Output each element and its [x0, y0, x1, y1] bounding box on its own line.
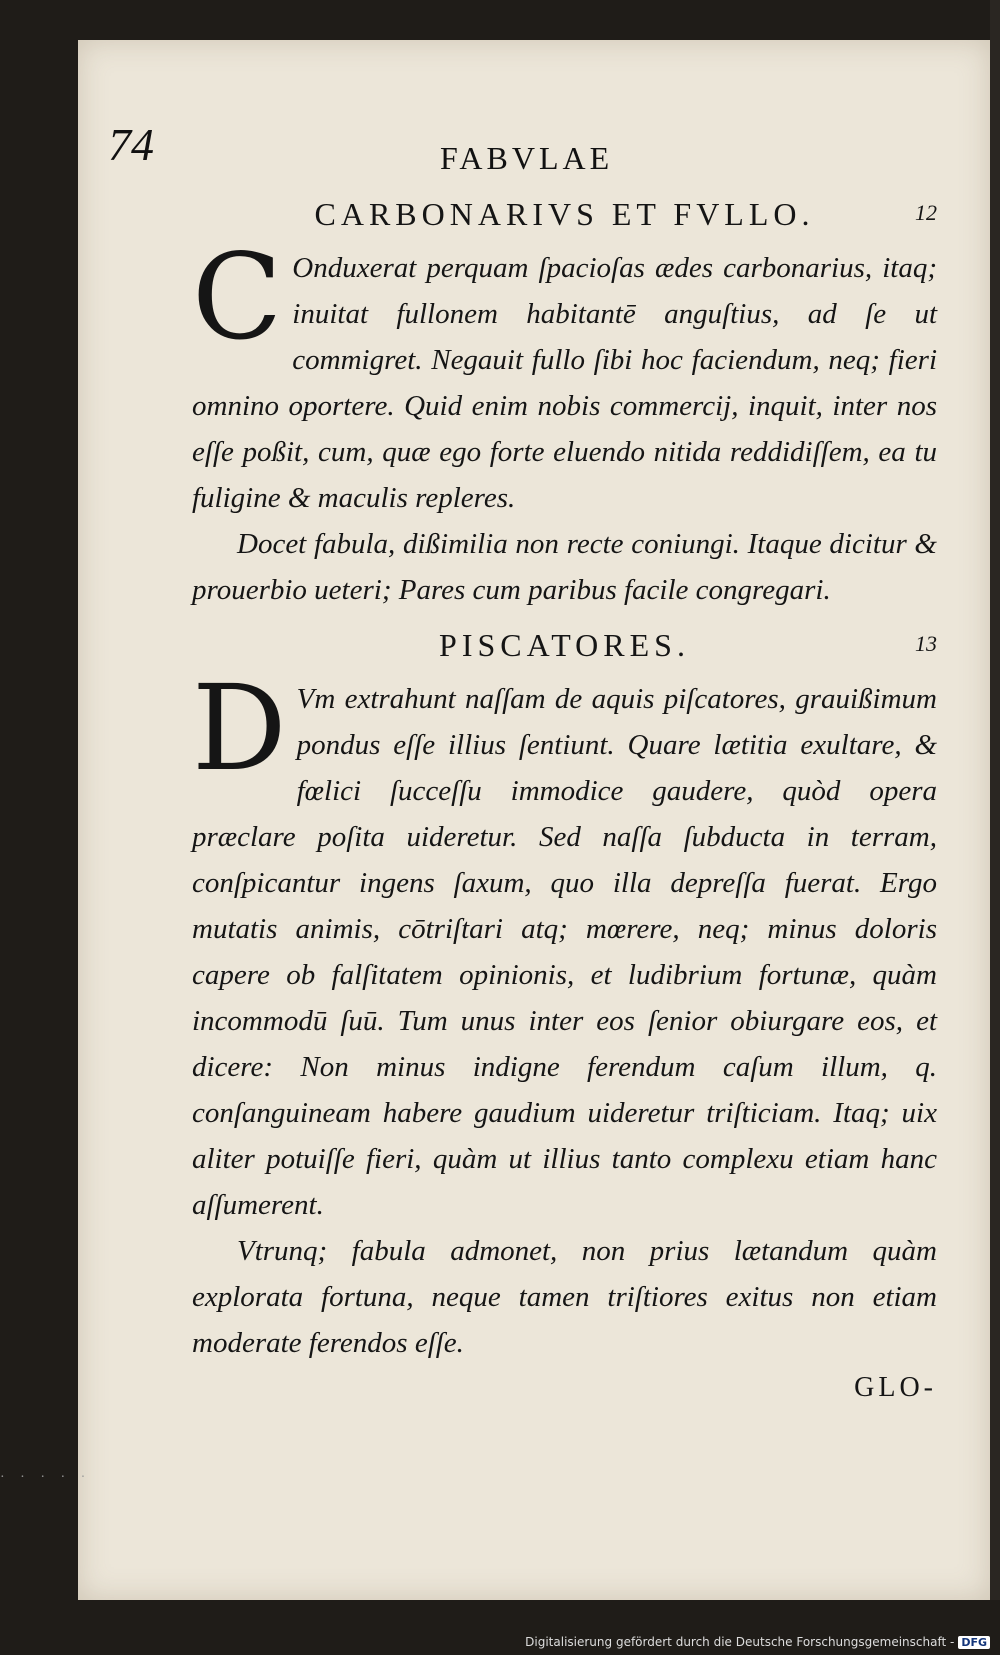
- page-number: 74: [108, 119, 154, 170]
- fable-number-12: 12: [915, 200, 937, 225]
- fable-moral-12: Docet fabula, dißimilia non recte coniungi. Itaque dicitur & prouerbio ueteri; Pares cum paribus facile congregari.: [192, 528, 937, 606]
- fable-title-13: [192, 627, 937, 664]
- running-head: FABVLAE: [440, 140, 614, 176]
- footer-credit: [525, 1635, 990, 1649]
- fable-number-13: 13: [915, 631, 937, 656]
- fable-body-13: [192, 659, 937, 1228]
- fable-title-13-text: PISCATORES.: [439, 627, 690, 663]
- text-block: [192, 196, 937, 1404]
- edge-marks: · · · · ·: [0, 1470, 92, 1485]
- fable-moral-13: Vtrunq; fabula admonet, non prius lætandum quàm explorata fortuna, neque tamen triſtiores exitus non etiam moderate ferendos eſſe.: [192, 1235, 937, 1359]
- fable-body-12-text: Onduxerat perquam ſpacioſas ædes carbonarius, itaq; inuitat fullonem habitantē anguſtius, ad ſe ut commigret. Negauit fullo ſibi hoc faciendum, neq; fieri omnino oportere. Quid enim nobis commercij, inquit, inter nos eſſe poßit, cum, quæ ego forte eluendo nitida reddidiſſem, ea tu fuligine & maculis repleres.: [192, 252, 937, 514]
- fable-title-12: [192, 196, 937, 233]
- fable-title-12-text: CARBONARIVS ET FVLLO.: [314, 196, 815, 232]
- book-binding: [990, 0, 1000, 1600]
- footer-text: Digitalisierung gefördert durch die Deutsche Forschungsgemeinschaft -: [525, 1635, 955, 1649]
- dropcap-d: D: [192, 659, 287, 797]
- dfg-logo: DFG: [958, 1636, 990, 1649]
- fable-body-12: [192, 228, 937, 521]
- fable-body-13-text: Vm extrahunt naſſam de aquis piſcatores, grauißimum pondus eſſe illius ſentiunt. Quare lætitia exultare, & fœlici ſucceſſu immodice gaudere, quòd opera præclare poſita uideretur. Sed naſſa ſubducta in terram, conſpicantur ingens ſaxum, quo illa depreſſa fuerat. Ergo mutatis animis, cōtriſtari atq; mœrere, neq; minus doloris capere ob falſitatem opinionis, et ludibrium fortunæ, quàm incommodū ſuū. Tum unus inter eos ſenior obiurgare eos, et dicere: Non minus indigne ferendum caſum illum, q. conſanguineam habere gaudium uideretur triſticiam. Itaq; uix aliter potuiſſe fieri, quàm ut illius tanto complexu etiam hanc aſſumerent.: [192, 683, 937, 1221]
- catchword: GLO-: [854, 1372, 937, 1403]
- dropcap-c: C: [192, 228, 283, 366]
